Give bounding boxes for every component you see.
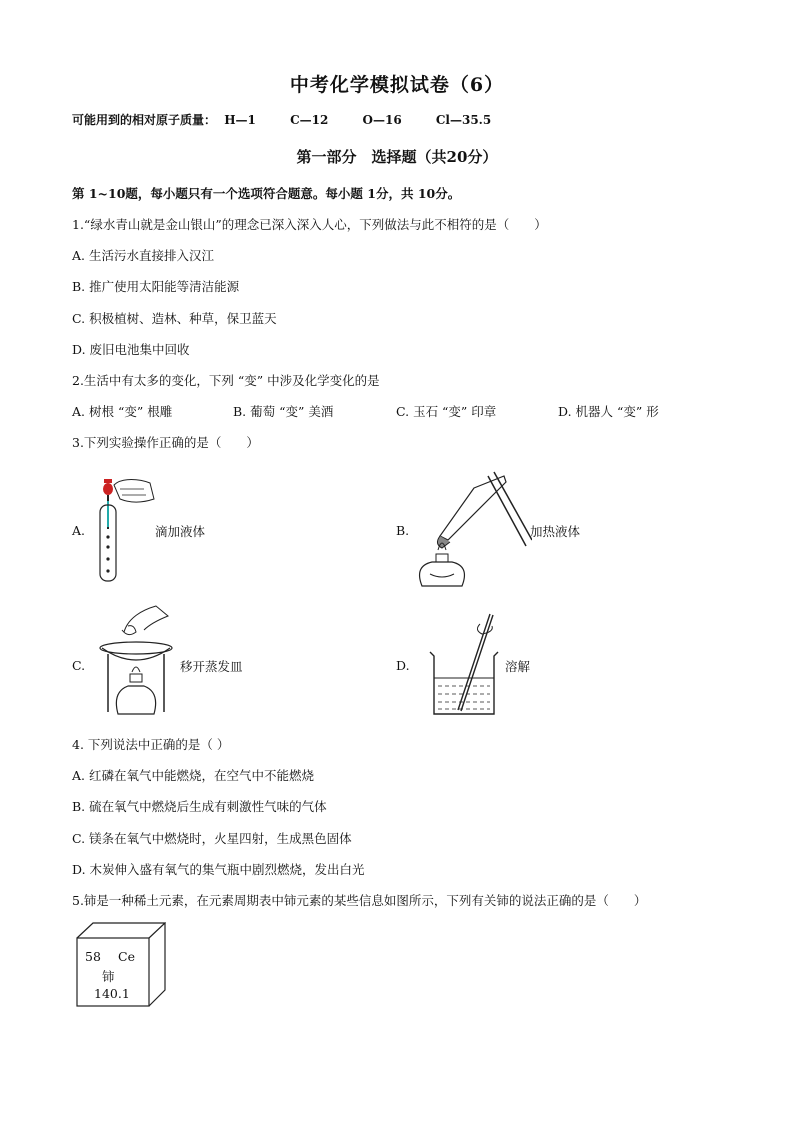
heating-liquid-diagram <box>414 470 532 588</box>
q4-option-b: B. 硫在氧气中燃烧后生成有刺激性气味的气体 <box>72 799 327 814</box>
q2-option-a: A. 树根 “变” 根雕 <box>72 404 173 419</box>
element-name: 铈 <box>102 969 115 984</box>
evaporating-dish-diagram <box>98 602 174 722</box>
element-atomic-mass: 140.1 <box>94 986 130 1001</box>
element-atomic-number: 58 <box>85 949 101 964</box>
dissolving-diagram <box>428 610 500 716</box>
q5-stem: 5.铈是一种稀土元素，在元素周期表中铈元素的某些信息如图所示，下列有关铈的说法正确的是（ ） <box>72 893 647 908</box>
q3-stem: 3.下列实验操作正确的是（ ） <box>72 435 259 450</box>
q1-option-c: C. 积极植树、造林、种草，保卫蓝天 <box>72 311 277 326</box>
q2-option-b: B. 葡萄 “变” 美酒 <box>233 404 334 419</box>
q2-stem: 2.生活中有太多的变化，下列 “变” 中涉及化学变化的是 <box>72 373 380 388</box>
q4-option-d: D. 木炭伸入盛有氧气的集气瓶中剧烈燃烧，发出白光 <box>72 862 365 877</box>
q3-caption-b: 加热液体 <box>530 524 581 539</box>
q4-stem: 4. 下列说法中正确的是（ ） <box>72 737 230 752</box>
instructions: 第 1~10题，每小题只有一个选项符合题意。每小题 1分，共 10分。 <box>72 186 461 201</box>
atomic-mass-o: O—16 <box>362 113 402 127</box>
element-cerium-card <box>76 922 166 1008</box>
section-title: 第一部分 选择题（共20分） <box>296 148 498 166</box>
atomic-mass-cl: Cl—35.5 <box>435 113 492 127</box>
atomic-mass-h: H—1 <box>224 113 256 127</box>
atomic-mass-label: 可能用到的相对原子质量： <box>72 113 217 127</box>
q2-option-d: D. 机器人 “变” 形 <box>558 404 659 419</box>
atomic-mass-line <box>72 111 521 128</box>
q1-option-d: D. 废旧电池集中回收 <box>72 342 190 357</box>
q4-option-c: C. 镁条在氧气中燃烧时，火星四射，生成黑色固体 <box>72 831 352 846</box>
element-symbol: Ce <box>118 949 135 964</box>
q3-letter-c: C. <box>72 658 86 673</box>
q3-letter-a: A. <box>72 523 86 538</box>
dropper-diagram <box>92 475 156 587</box>
atomic-mass-c: C—12 <box>290 113 329 127</box>
q3-letter-d: D. <box>396 658 410 673</box>
page-title: 中考化学模拟试卷（6） <box>289 74 505 96</box>
q3-caption-a: 滴加液体 <box>155 524 206 539</box>
q1-option-a: A. 生活污水直接排入汉江 <box>72 248 214 263</box>
q2-option-c: C. 玉石 “变” 印章 <box>396 404 497 419</box>
q1-stem: 1.“绿水青山就是金山银山”的理念已深入深入人心，下列做法与此不相符的是（ ） <box>72 217 547 232</box>
q4-option-a: A. 红磷在氧气中能燃烧，在空气中不能燃烧 <box>72 768 314 783</box>
q3-letter-b: B. <box>396 523 410 538</box>
q3-caption-d: 溶解 <box>505 659 531 674</box>
q1-option-b: B. 推广使用太阳能等清洁能源 <box>72 279 240 294</box>
q3-caption-c: 移开蒸发皿 <box>180 659 243 674</box>
